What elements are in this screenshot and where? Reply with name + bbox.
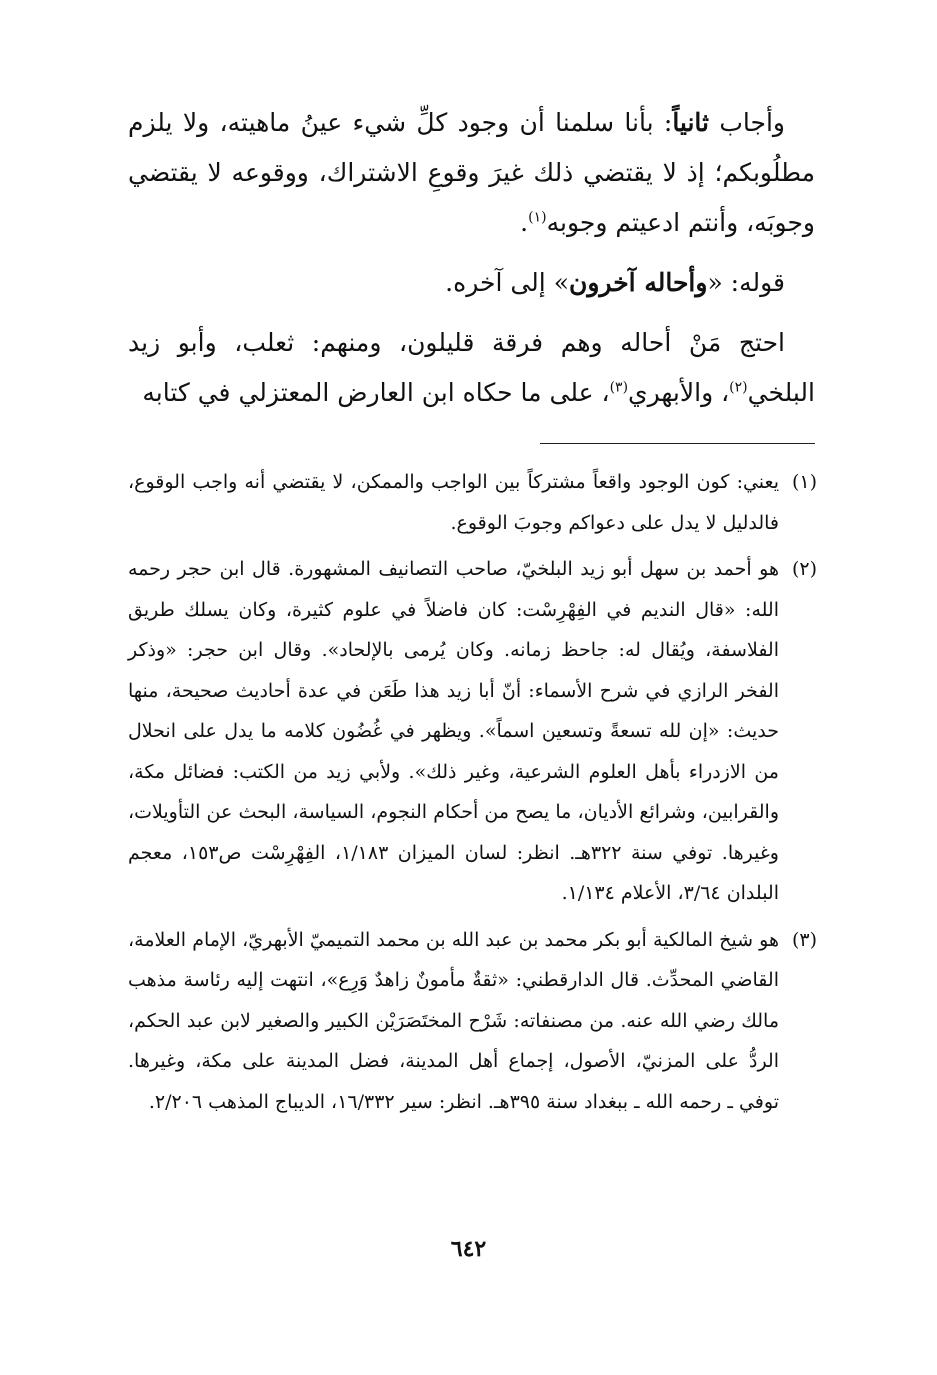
paragraph-argument-text-b: ، والأبهري (628, 378, 730, 407)
paragraph-argument-text-a: احتج مَنْ أحاله وهم فرقة قليلون، ومنهم: ثعلب، وأبو زيد البلخي (128, 328, 815, 407)
paragraph-argument (128, 318, 815, 418)
main-text (128, 98, 815, 418)
footnote-number: (١) (791, 471, 817, 493)
paragraph-quote-end: » إلى آخره. (445, 268, 569, 297)
footnote-text: هو أحمد بن سهل أبو زيد البلخيّ، صاحب التصانيف المشهورة. قال ابن حجر رحمه الله: «قال النديم في الفِهْرِسْت: كان فاضلاً في علوم كثيرة، وكان يسلك طريق الفلاسفة، ويُقال له: جاحظ زمانه. وكان يُرمى بالإلحاد». وقال ابن حجر: «وذكر الفخر الرازي في شرح الأسماء: أنّ أبا زيد هذا طَعَن في عدة أحاديث صحيحة، منها حديث: «إن لله تسعةً وتسعين اسماً». ويظهر في غُضُون كلامه ما يدل على انحلال من الازدراء بأهل العلوم الشرعية، وغير ذلك». ولأبي زيد من الكتب: فضائل مكة، والقرابين، وشرائع الأديان، ما يصح من أحكام النجوم، السياسة، البحث عن التأويلات، وغيرها. توفي سنة ٣٢٢هـ. انظر: لسان الميزان ١/١٨٣، الفِهْرِسْت ص١٥٣، معجم البلدان ٣/٦٤، الأعلام ١/١٣٤. (128, 558, 780, 904)
footnote-2 (128, 549, 817, 914)
paragraph-answer-lead: وأجاب (709, 108, 785, 137)
paragraph-quote-bold: وأحاله آخرون (568, 268, 708, 297)
footnote-ref-2: (٢) (729, 379, 748, 396)
footnote-ref-3: (٣) (609, 379, 629, 396)
footnote-3 (128, 920, 817, 1123)
page-number: ٦٤٢ (450, 1236, 487, 1262)
footnote-1 (128, 462, 817, 543)
footnotes (128, 462, 817, 1128)
footnote-ref-1: (١) (528, 209, 547, 226)
paragraph-answer-bold: ثانياً (672, 108, 710, 137)
paragraph-answer-text: : بأنا سلمنا أن وجود كلِّ شيء عينُ ماهيته، ولا يلزم مطلُوبكم؛ إذ لا يقتضي ذلك غيرَ وقوعِ الاشتراك، ووقوعه لا يقتضي وجوبَه، وأنتم ادعيتم وجوبه (128, 108, 816, 237)
footnote-text: هو شيخ المالكية أبو بكر محمد بن عبد الله بن محمد التميميّ الأبهريّ، الإمام العلامة، القاضي المحدِّث. قال الدارقطني: «ثقةٌ مأمونٌ زاهدٌ وَرِع»، انتهت إليه رئاسة مذهب مالك رضي الله عنه. من مصنفاته: شَرْح المختَصَرَيْن الكبير والصغير لابن عبد الحكم، الردُّ على المزنيّ، الأصول، إجماع أهل المدينة، فضل المدينة على مكة، وغيرها. توفي ـ رحمه الله ـ ببغداد سنة ٣٩٥هـ. انظر: سير ١٦/٣٣٢، الديباج المذهب ٢/٢٠٦. (128, 928, 779, 1113)
paragraph-answer-end: . (520, 208, 529, 237)
paragraph-quote (128, 258, 815, 308)
paragraph-answer (128, 98, 815, 248)
footnote-number: (٣) (791, 928, 817, 951)
footnote-number: (٢) (791, 558, 817, 580)
footnote-separator (540, 443, 815, 444)
footnote-text: يعني: كون الوجود واقعاً مشتركاً بين الواجب والممكن، لا يقتضي أنه واجب الوقوع، فالدليل لا يدل على دعواكم وجوبَ الوقوع. (128, 471, 779, 534)
paragraph-argument-text-c: ، على ما حكاه ابن العارض المعتزلي في كتابه (142, 378, 610, 407)
paragraph-quote-lead: قوله: « (707, 268, 785, 297)
